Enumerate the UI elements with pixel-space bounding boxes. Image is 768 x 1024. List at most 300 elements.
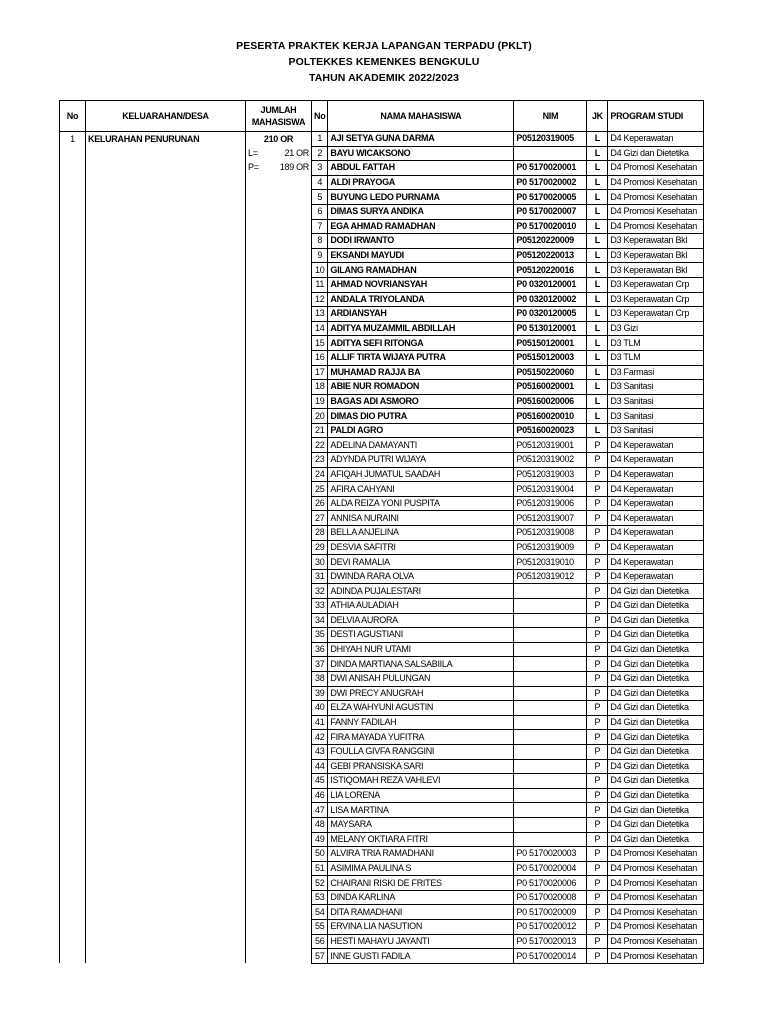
table-row [60, 817, 704, 832]
table-row [60, 934, 704, 949]
student-name-cell: ATHIA AULADIAH [328, 599, 514, 614]
group-no-cell [60, 934, 86, 949]
student-program-cell: D4 Keperawatan [608, 526, 704, 541]
group-jumlah-cell [246, 453, 312, 468]
student-program-cell: D4 Promosi Kesehatan [608, 920, 704, 935]
group-kelurahan-cell [86, 540, 246, 555]
table-row [60, 628, 704, 643]
table-row [60, 234, 704, 249]
student-program-cell: D4 Gizi dan Dietetika [608, 715, 704, 730]
student-gender-cell: P [587, 934, 608, 949]
student-no-cell: 32 [312, 584, 328, 599]
group-jumlah-cell [246, 175, 312, 190]
group-kelurahan-cell [86, 934, 246, 949]
group-kelurahan-cell [86, 511, 246, 526]
student-name-cell: EGA AHMAD RAMADHAN [328, 219, 514, 234]
student-nim-cell [514, 657, 587, 672]
student-nim-cell [514, 730, 587, 745]
student-no-cell: 26 [312, 496, 328, 511]
group-kelurahan-cell [86, 146, 246, 161]
student-gender-cell: P [587, 876, 608, 891]
group-kelurahan-cell [86, 847, 246, 862]
student-gender-cell: P [587, 788, 608, 803]
group-no-cell [60, 774, 86, 789]
group-kelurahan-cell [86, 526, 246, 541]
group-jumlah-cell [246, 657, 312, 672]
student-name-cell: ADITYA MUZAMMIL ABDILLAH [328, 321, 514, 336]
student-program-cell: D3 Gizi [608, 321, 704, 336]
student-name-cell: GILANG RAMADHAN [328, 263, 514, 278]
student-no-cell: 56 [312, 934, 328, 949]
student-program-cell: D4 Keperawatan [608, 496, 704, 511]
student-nim-cell: P0 5170020014 [514, 949, 587, 964]
header-no2: No [312, 101, 328, 132]
student-nim-cell: P05150220060 [514, 365, 587, 380]
group-jumlah-cell [246, 161, 312, 176]
student-gender-cell: L [587, 234, 608, 249]
student-nim-cell: P05120319006 [514, 496, 587, 511]
student-nim-cell: P05160020023 [514, 423, 587, 438]
group-jumlah-cell [246, 905, 312, 920]
student-gender-cell: P [587, 628, 608, 643]
group-kelurahan-cell [86, 569, 246, 584]
group-no-cell [60, 847, 86, 862]
group-jumlah-cell [246, 744, 312, 759]
student-name-cell: MELANY OKTIARA FITRI [328, 832, 514, 847]
group-no-cell [60, 715, 86, 730]
student-program-cell: D4 Gizi dan Dietetika [608, 671, 704, 686]
group-kelurahan-cell [86, 774, 246, 789]
group-kelurahan-cell [86, 628, 246, 643]
group-jumlah-cell [246, 482, 312, 497]
student-program-cell: D4 Promosi Kesehatan [608, 905, 704, 920]
student-name-cell: DHIYAH NUR UTAMI [328, 642, 514, 657]
student-gender-cell: L [587, 365, 608, 380]
table-row [60, 949, 704, 964]
student-program-cell: D3 TLM [608, 350, 704, 365]
group-kelurahan-cell [86, 803, 246, 818]
group-no-cell [60, 920, 86, 935]
student-gender-cell: P [587, 467, 608, 482]
student-no-cell: 37 [312, 657, 328, 672]
group-no-cell [60, 248, 86, 263]
student-nim-cell [514, 759, 587, 774]
group-no-cell [60, 832, 86, 847]
group-no-cell [60, 175, 86, 190]
student-program-cell: D4 Keperawatan [608, 467, 704, 482]
group-kelurahan-cell [86, 613, 246, 628]
student-gender-cell: L [587, 380, 608, 395]
group-kelurahan-cell [86, 759, 246, 774]
student-no-cell: 41 [312, 715, 328, 730]
group-jumlah-cell [246, 642, 312, 657]
student-no-cell: 25 [312, 482, 328, 497]
group-no-cell [60, 540, 86, 555]
table-row [60, 248, 704, 263]
student-gender-cell: P [587, 817, 608, 832]
student-no-cell: 57 [312, 949, 328, 964]
table-row [60, 219, 704, 234]
student-gender-cell: P [587, 905, 608, 920]
group-jumlah-cell [246, 496, 312, 511]
group-no-cell [60, 190, 86, 205]
student-program-cell: D3 Farmasi [608, 365, 704, 380]
group-jumlah-cell [246, 730, 312, 745]
group-jumlah-cell [246, 803, 312, 818]
student-gender-cell: L [587, 219, 608, 234]
student-no-cell: 49 [312, 832, 328, 847]
student-gender-cell: P [587, 949, 608, 964]
group-kelurahan-cell [86, 715, 246, 730]
title-line-1: PESERTA PRAKTEK KERJA LAPANGAN TERPADU (PKLT) [236, 40, 532, 52]
table-row [60, 759, 704, 774]
student-nim-cell: P05120220009 [514, 234, 587, 249]
student-name-cell: CHAIRANI RISKI DE FRITES [328, 876, 514, 891]
group-no-cell [60, 569, 86, 584]
student-name-cell: BUYUNG LEDO PURNAMA [328, 190, 514, 205]
student-gender-cell: P [587, 686, 608, 701]
group-no-cell [60, 219, 86, 234]
group-jumlah-cell [246, 467, 312, 482]
student-name-cell: DITA RAMADHANI [328, 905, 514, 920]
student-program-cell: D4 Gizi dan Dietetika [608, 759, 704, 774]
group-jumlah-cell [246, 832, 312, 847]
header-jumlah: JUMLAH MAHASISWA [246, 101, 312, 132]
group-jumlah-cell [246, 438, 312, 453]
student-no-cell: 52 [312, 876, 328, 891]
student-nim-cell: P0 5170020010 [514, 219, 587, 234]
table-row [60, 861, 704, 876]
table-row [60, 657, 704, 672]
group-jumlah-cell [246, 350, 312, 365]
student-no-cell: 53 [312, 890, 328, 905]
student-program-cell: D4 Promosi Kesehatan [608, 876, 704, 891]
group-no-cell [60, 511, 86, 526]
student-nim-cell: P05160020001 [514, 380, 587, 395]
group-no-cell [60, 409, 86, 424]
table-row [60, 584, 704, 599]
student-nim-cell: P0 5170020006 [514, 876, 587, 891]
student-gender-cell: P [587, 540, 608, 555]
group-kelurahan-cell [86, 876, 246, 891]
student-nim-cell: P05120319001 [514, 438, 587, 453]
student-nim-cell [514, 744, 587, 759]
group-kelurahan-cell: KELURAHAN PENURUNAN [86, 132, 246, 147]
student-nim-cell: P0 5170020013 [514, 934, 587, 949]
student-gender-cell: P [587, 774, 608, 789]
table-row [60, 686, 704, 701]
student-name-cell: DESTI AGUSTIANI [328, 628, 514, 643]
student-gender-cell: P [587, 438, 608, 453]
student-nim-cell: P05120319003 [514, 467, 587, 482]
group-no-cell: 1 [60, 132, 86, 147]
student-nim-cell: P0 5170020007 [514, 204, 587, 219]
table-row [60, 774, 704, 789]
student-gender-cell: L [587, 263, 608, 278]
group-kelurahan-cell [86, 292, 246, 307]
group-kelurahan-cell [86, 861, 246, 876]
student-program-cell: D3 Keperawatan Bkl [608, 234, 704, 249]
student-name-cell: ISTIQOMAH REZA VAHLEVI [328, 774, 514, 789]
student-nim-cell [514, 788, 587, 803]
student-gender-cell: L [587, 409, 608, 424]
student-name-cell: ERVINA LIA NASUTION [328, 920, 514, 935]
student-name-cell: ALLIF TIRTA WIJAYA PUTRA [328, 350, 514, 365]
student-nim-cell [514, 671, 587, 686]
student-name-cell: MAYSARA [328, 817, 514, 832]
group-jumlah-cell [246, 584, 312, 599]
student-program-cell: D4 Promosi Kesehatan [608, 175, 704, 190]
student-nim-cell: P05120220013 [514, 248, 587, 263]
group-kelurahan-cell [86, 584, 246, 599]
group-no-cell [60, 394, 86, 409]
group-jumlah-cell [246, 774, 312, 789]
group-no-cell [60, 949, 86, 964]
student-no-cell: 13 [312, 307, 328, 322]
student-no-cell: 12 [312, 292, 328, 307]
group-jumlah-cell [246, 190, 312, 205]
student-nim-cell: P0 5130120001 [514, 321, 587, 336]
student-program-cell: D4 Gizi dan Dietetika [608, 642, 704, 657]
group-jumlah-cell [246, 569, 312, 584]
group-jumlah-cell [246, 847, 312, 862]
header-jk: JK [587, 101, 608, 132]
student-nim-cell [514, 628, 587, 643]
group-jumlah-cell [246, 817, 312, 832]
group-jumlah-cell [246, 628, 312, 643]
student-gender-cell: L [587, 307, 608, 322]
student-program-cell: D4 Promosi Kesehatan [608, 190, 704, 205]
group-no-cell [60, 730, 86, 745]
student-program-cell: D3 Sanitasi [608, 380, 704, 395]
group-no-cell [60, 584, 86, 599]
student-name-cell: ADITYA SEFI RITONGA [328, 336, 514, 351]
group-jumlah-cell [246, 934, 312, 949]
student-name-cell: BAGAS ADI ASMORO [328, 394, 514, 409]
student-nim-cell [514, 832, 587, 847]
student-nim-cell [514, 613, 587, 628]
student-name-cell: DESVIA SAFITRI [328, 540, 514, 555]
group-no-cell [60, 350, 86, 365]
student-program-cell: D4 Gizi dan Dietetika [608, 628, 704, 643]
student-no-cell: 5 [312, 190, 328, 205]
table-row [60, 569, 704, 584]
student-no-cell: 46 [312, 788, 328, 803]
student-nim-cell [514, 774, 587, 789]
student-name-cell: ADYNDA PUTRI WIJAYA [328, 453, 514, 468]
student-program-cell: D4 Gizi dan Dietetika [608, 613, 704, 628]
jumlah-p-label: P= [248, 162, 259, 173]
group-kelurahan-cell [86, 321, 246, 336]
student-program-cell: D3 Keperawatan Crp [608, 277, 704, 292]
student-name-cell: DIMAS DIO PUTRA [328, 409, 514, 424]
table-row [60, 496, 704, 511]
table-row [60, 336, 704, 351]
table-row [60, 453, 704, 468]
student-gender-cell: L [587, 423, 608, 438]
student-gender-cell: P [587, 861, 608, 876]
student-name-cell: AJI SETYA GUNA DARMA [328, 132, 514, 147]
student-no-cell: 30 [312, 555, 328, 570]
table-row [60, 204, 704, 219]
student-gender-cell: L [587, 350, 608, 365]
group-jumlah-cell [246, 394, 312, 409]
title-line-3: TAHUN AKADEMIK 2022/2023 [308, 72, 460, 84]
group-no-cell [60, 890, 86, 905]
student-no-cell: 10 [312, 263, 328, 278]
student-gender-cell: L [587, 204, 608, 219]
student-no-cell: 2 [312, 146, 328, 161]
group-kelurahan-cell [86, 599, 246, 614]
student-program-cell: D4 Gizi dan Dietetika [608, 657, 704, 672]
student-program-cell: D4 Keperawatan [608, 540, 704, 555]
group-kelurahan-cell [86, 730, 246, 745]
group-kelurahan-cell [86, 161, 246, 176]
student-name-cell: ANDALA TRIYOLANDA [328, 292, 514, 307]
group-jumlah-cell [246, 599, 312, 614]
student-name-cell: EKSANDI MAYUDI [328, 248, 514, 263]
group-jumlah-cell [246, 234, 312, 249]
student-program-cell: D4 Keperawatan [608, 569, 704, 584]
group-kelurahan-cell [86, 175, 246, 190]
header-program: PROGRAM STUDI [608, 101, 704, 132]
group-no-cell [60, 628, 86, 643]
group-no-cell [60, 657, 86, 672]
student-no-cell: 22 [312, 438, 328, 453]
group-kelurahan-cell [86, 642, 246, 657]
student-program-cell: D3 Keperawatan Crp [608, 292, 704, 307]
student-no-cell: 43 [312, 744, 328, 759]
student-gender-cell: P [587, 569, 608, 584]
group-no-cell [60, 161, 86, 176]
student-gender-cell: P [587, 613, 608, 628]
table-row [60, 876, 704, 891]
group-no-cell [60, 788, 86, 803]
student-gender-cell: L [587, 190, 608, 205]
student-program-cell: D4 Keperawatan [608, 511, 704, 526]
group-no-cell [60, 438, 86, 453]
group-jumlah-cell [246, 759, 312, 774]
table-row [60, 701, 704, 716]
student-program-cell: D4 Gizi dan Dietetika [608, 817, 704, 832]
student-name-cell: LIA LORENA [328, 788, 514, 803]
student-gender-cell: P [587, 920, 608, 935]
group-no-cell [60, 482, 86, 497]
student-gender-cell: L [587, 175, 608, 190]
table-row [60, 438, 704, 453]
group-kelurahan-cell [86, 920, 246, 935]
student-no-cell: 39 [312, 686, 328, 701]
student-gender-cell: P [587, 847, 608, 862]
student-program-cell: D4 Keperawatan [608, 555, 704, 570]
student-gender-cell: P [587, 730, 608, 745]
table-row [60, 803, 704, 818]
student-name-cell: BELLA ANJELINA [328, 526, 514, 541]
jumlah-l-value: 21 OR [284, 147, 309, 158]
student-program-cell: D4 Promosi Kesehatan [608, 934, 704, 949]
student-name-cell: INNE GUSTI FADILA [328, 949, 514, 964]
student-name-cell: FANNY FADILAH [328, 715, 514, 730]
table-row [60, 467, 704, 482]
student-program-cell: D4 Gizi dan Dietetika [608, 686, 704, 701]
student-nim-cell: P0 5170020012 [514, 920, 587, 935]
group-kelurahan-cell [86, 467, 246, 482]
student-no-cell: 17 [312, 365, 328, 380]
group-no-cell [60, 905, 86, 920]
table-row [60, 292, 704, 307]
table-header-row [60, 101, 704, 132]
student-program-cell: D4 Gizi dan Dietetika [608, 774, 704, 789]
student-name-cell: ALDA REIZA YONI PUSPITA [328, 496, 514, 511]
jumlah-l-row [248, 147, 309, 160]
student-nim-cell: P05120319010 [514, 555, 587, 570]
student-gender-cell: P [587, 642, 608, 657]
student-name-cell: DWI ANISAH PULUNGAN [328, 671, 514, 686]
student-nim-cell [514, 642, 587, 657]
table-row [60, 132, 704, 147]
jumlah-p-value: 189 OR [279, 162, 309, 173]
student-no-cell: 50 [312, 847, 328, 862]
student-gender-cell: P [587, 657, 608, 672]
student-program-cell: D4 Promosi Kesehatan [608, 219, 704, 234]
student-program-cell: D4 Gizi dan Dietetika [608, 730, 704, 745]
student-gender-cell: L [587, 132, 608, 147]
student-no-cell: 47 [312, 803, 328, 818]
table-row [60, 890, 704, 905]
group-jumlah-cell [246, 365, 312, 380]
group-kelurahan-cell [86, 671, 246, 686]
student-no-cell: 3 [312, 161, 328, 176]
student-gender-cell: P [587, 496, 608, 511]
group-no-cell [60, 599, 86, 614]
title-line-2: POLTEKKES KEMENKES BENGKULU [288, 56, 480, 68]
student-no-cell: 42 [312, 730, 328, 745]
group-no-cell [60, 642, 86, 657]
group-no-cell [60, 204, 86, 219]
student-program-cell: D4 Promosi Kesehatan [608, 861, 704, 876]
group-no-cell [60, 876, 86, 891]
student-gender-cell: L [587, 394, 608, 409]
student-name-cell: FOULLA GIVFA RANGGINI [328, 744, 514, 759]
group-jumlah-cell [246, 380, 312, 395]
student-no-cell: 45 [312, 774, 328, 789]
student-program-cell: D4 Gizi dan Dietetika [608, 701, 704, 716]
student-no-cell: 6 [312, 204, 328, 219]
table-row [60, 482, 704, 497]
student-no-cell: 19 [312, 394, 328, 409]
table-row [60, 511, 704, 526]
group-kelurahan-cell [86, 336, 246, 351]
student-program-cell: D4 Promosi Kesehatan [608, 847, 704, 862]
student-no-cell: 27 [312, 511, 328, 526]
group-no-cell [60, 467, 86, 482]
student-program-cell: D4 Gizi dan Dietetika [608, 832, 704, 847]
student-no-cell: 9 [312, 248, 328, 263]
group-jumlah-cell [246, 336, 312, 351]
group-no-cell [60, 555, 86, 570]
student-name-cell: ABDUL FATTAH [328, 161, 514, 176]
table-row [60, 307, 704, 322]
student-nim-cell [514, 803, 587, 818]
group-jumlah-cell [246, 277, 312, 292]
table-row [60, 847, 704, 862]
jumlah-total: 210 OR [263, 133, 294, 144]
table-row [60, 350, 704, 365]
student-name-cell: ARDIANSYAH [328, 307, 514, 322]
group-no-cell [60, 817, 86, 832]
student-gender-cell: L [587, 321, 608, 336]
student-nim-cell: P05120319002 [514, 453, 587, 468]
